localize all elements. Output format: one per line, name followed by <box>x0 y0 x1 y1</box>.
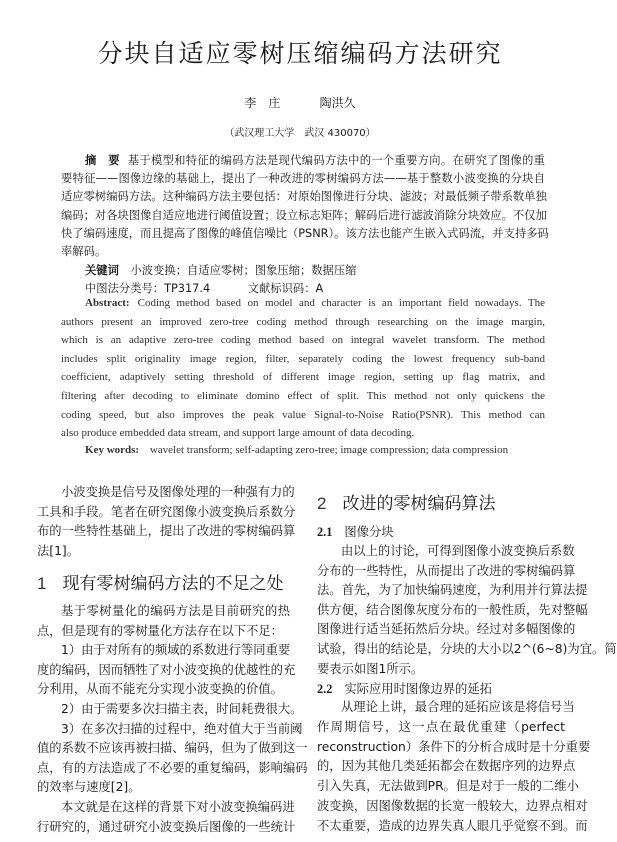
text-line <box>85 297 545 309</box>
text-line: reconstruction）条件下的分析合成时是十分重要 <box>317 740 591 754</box>
text-line: 分布的一些特性，从而提出了改进的零树编码算 <box>317 564 576 578</box>
text-line: filtering after decoding to eliminate domino effect of split. This method not only quickens the <box>61 390 545 402</box>
section-2-heading <box>317 489 495 514</box>
abstract-text: Coding method based on model and character is an important field nowadays. The <box>137 297 545 309</box>
text-line <box>85 152 545 168</box>
author-name: 陶洪久 <box>319 96 356 110</box>
text-line: 3）在多次扫描的过程中，绝对值大于当前阈 <box>61 722 303 736</box>
text-line: 从理论上讲，最合理的延拓应该是将信号当 <box>341 700 575 714</box>
text-line: 基于零树量化的编码方法是目前研究的热 <box>61 604 290 618</box>
abstract-text: 基于模型和特征的编码方法是现代编码方法中的一个重要方向。在研究了图像的重 <box>127 154 545 167</box>
text-line: 工具和手段。笔者在研究图像小波变换后系数分 <box>37 505 296 519</box>
text-line: 小波变换是信号及图像处理的一种强有力的 <box>61 485 295 499</box>
text-line: coding speed, but also improves the peak value Signal-to-Noise Ratio(PSNR). This method can <box>61 409 545 421</box>
keywords-en <box>85 444 508 456</box>
text-line: 法[1]。 <box>37 544 80 558</box>
text-line: 供方便，结合图像灰度分布的一般性质，先对整幅 <box>317 603 588 617</box>
text-line: 1）由于对所有的频域的系数进行等同重要 <box>61 643 291 657</box>
text-line: 的效率与速度[2]。 <box>37 780 141 794</box>
section-title: 改进的零树编码算法 <box>342 494 496 514</box>
text-line: 由以上的讨论，可得到图像小波变换后系数 <box>341 544 575 558</box>
text-line: 法。首先，为了加快编码速度，为利用并行算法提 <box>317 583 588 597</box>
section-1-heading <box>37 569 283 594</box>
text-line: 率解码。 <box>61 245 107 258</box>
text-line: includes split originality image region, filter, separately coding the lowest frequency sub-band <box>61 353 545 365</box>
text-line: 点，但是现有的零树量化方法存在以下不足： <box>37 624 283 638</box>
text-line: 不太重要，造成的边界失真人眼几乎觉察不到。而 <box>317 819 588 833</box>
paper-title: 分块自适应零树压缩编码方法研究 <box>97 39 503 68</box>
text-line: coefficient, adaptively setting threshold of different image region, setting up flag matrix, and <box>61 371 545 383</box>
text-line: 值的系数不应该再被扫描、编码，但为了做到这一 <box>37 741 308 755</box>
authors <box>0 94 600 111</box>
text-line: 的，因为其他几类延拓都会在数据序列的边界点 <box>317 759 576 773</box>
text-line: also produce embedded data stream, and support large amount of data decoding. <box>61 427 415 439</box>
subsection-number: 2.2 <box>317 682 333 696</box>
text-line: 布的一些特性基础上，提出了改进的零树编码算 <box>37 524 296 538</box>
keywords-label: 关键词 <box>85 264 119 277</box>
text-line: 点，有的方法造成了不必要的重复编码，影响编码 <box>37 761 308 775</box>
affiliation: （武汉理工大学 武汉 430070） <box>224 128 376 139</box>
section-title: 现有零树编码方法的不足之处 <box>62 574 284 594</box>
section-number: 2 <box>317 494 327 513</box>
subsection-title: 实际应用时图像边界的延拓 <box>344 682 492 696</box>
author-name: 李 庄 <box>244 96 281 110</box>
text-line: 编码；对各块图像自适应地进行阈值设置；设立标志矩阵；解码后进行滤波消除分块效应。不仅加 <box>61 209 547 222</box>
text-line: 图像进行适当延拓然后分块。经过对多幅图像的 <box>317 622 576 636</box>
keywords-cn <box>85 262 356 278</box>
text-line: 行研究的，通过研究小波变换后图像的一些统计 <box>37 820 296 834</box>
text-line: 分利用，从而不能充分实现小波变换的价值。 <box>37 682 283 696</box>
subsection-number: 2.1 <box>317 525 333 539</box>
text-line: 作周期信号，这一点在最优重建（perfect <box>317 720 565 734</box>
document-code: 文献标识码：A <box>247 282 324 295</box>
text-line: 试验，得出的结论是，分块的大小以2^(6~8)为宜。简 <box>317 642 617 656</box>
text-line: which is an adaptive zero-tree coding method based on integral wavelet transform. The method <box>61 334 545 346</box>
text-line: 度的编码，因而牺牲了对小波变换的优越性的充 <box>37 663 296 677</box>
classification <box>85 280 323 296</box>
subsection-2-2-heading <box>317 679 492 697</box>
subsection-title: 图像分块 <box>344 525 394 539</box>
text-line: 适应零树编码方法。这种编码方法主要包括：对原始图像进行分块、滤波；对最低频子带系数单独 <box>61 190 547 203</box>
text-line: 本文就是在这样的背景下对小波变换编码进 <box>61 800 295 814</box>
keywords-en-label: Key words: <box>85 444 140 456</box>
clc-number: 中图法分类号：TP317.4 <box>85 282 211 295</box>
text-line: 要表示如图1所示。 <box>317 662 424 676</box>
section-number: 1 <box>37 574 47 593</box>
text-line: 波变换，因图像数据的长宽一般较大，边界点相对 <box>317 799 588 813</box>
text-line: 快了编码速度，而且提高了图像的峰值信噪比（PSNR）。该方法也能产生嵌入式码流，并支持多码 <box>61 227 549 240</box>
text-line: 引入失真，无法做到PR。但是对于一般的二维小 <box>317 779 579 793</box>
text-line: 2）由于需要多次扫描主表，时间耗费很大。 <box>61 702 303 716</box>
text-line: 要特征——图像边缘的基础上，提出了一种改进的零树编码方法——基于整数小波变换的分块自 <box>61 172 545 185</box>
keywords-en-value: wavelet transform; self-adapting zero-tree; image compression; data compression <box>149 444 509 456</box>
keywords-value: 小波变换；自适应零树；图象压缩；数据压缩 <box>130 264 357 277</box>
abstract-label: Abstract: <box>85 297 130 309</box>
subsection-2-1-heading <box>317 522 394 540</box>
text-line: authors present an improved zero-tree coding method through researching on the image margin, <box>61 316 545 328</box>
abstract-label: 摘 要 <box>85 154 120 167</box>
